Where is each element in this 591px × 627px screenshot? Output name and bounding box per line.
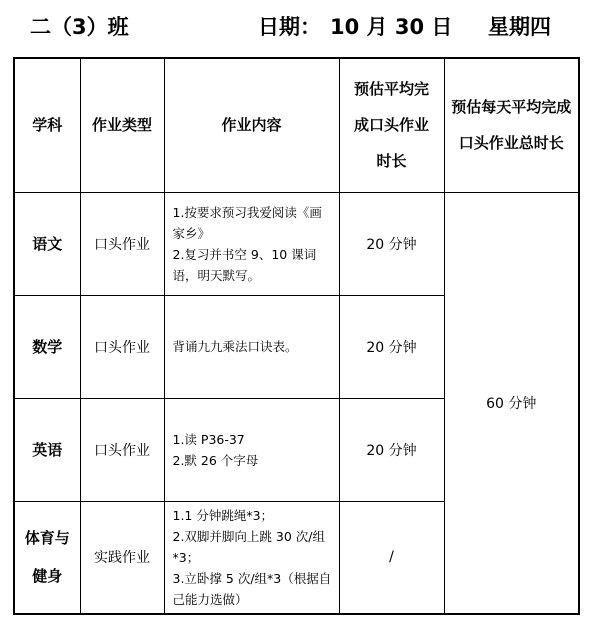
content-cell xyxy=(164,398,339,501)
content-line: 2.双脚并脚向上跳 30 次/组*3； xyxy=(172,528,325,565)
duration-cell: / xyxy=(339,501,444,614)
content-line: 1.1 分钟跳绳*3； xyxy=(172,507,274,523)
subject-cell: 数学 xyxy=(14,295,80,398)
subject-cell: 体育与 健身 xyxy=(14,501,80,614)
column-header-avg-duration: 预估平均完 成口头作业 时长 xyxy=(339,58,444,192)
type-cell: 口头作业 xyxy=(80,398,164,501)
daily-total-cell: 60 分钟 xyxy=(444,192,579,614)
content-line: 背诵九九乘法口诀表。 xyxy=(172,339,298,354)
date-value: 10 月 30 日 xyxy=(330,15,453,39)
weekday: 星期四 xyxy=(488,15,551,39)
content-line: 1.读 P36-37 xyxy=(172,431,245,447)
subject-cell: 语文 xyxy=(14,192,80,295)
homework-table xyxy=(13,57,580,615)
duration-cell: 20 分钟 xyxy=(339,192,444,295)
class-name: 二（3）班 xyxy=(30,15,129,39)
page-header xyxy=(0,0,591,56)
column-header-subject: 学科 xyxy=(14,58,80,192)
content-cell xyxy=(164,501,339,614)
duration-cell: 20 分钟 xyxy=(339,398,444,501)
content-line: 3.立卧撑 5 次/组*3（根据自己能力选做） xyxy=(172,570,332,607)
content-cell xyxy=(164,295,339,398)
subject-cell: 英语 xyxy=(14,398,80,501)
type-cell: 实践作业 xyxy=(80,501,164,614)
table-row-chinese xyxy=(14,192,579,295)
content-line: 2.复习并书空 9、10 课词语，明天默写。 xyxy=(172,246,317,283)
column-header-daily-total: 预估每天平均完成 口头作业总时长 xyxy=(444,58,579,192)
content-line: 2.默 26 个字母 xyxy=(172,452,259,468)
table-header-row xyxy=(14,58,579,192)
column-header-type: 作业类型 xyxy=(80,58,164,192)
content-cell xyxy=(164,192,339,295)
type-cell: 口头作业 xyxy=(80,295,164,398)
column-header-content: 作业内容 xyxy=(164,58,339,192)
duration-cell: 20 分钟 xyxy=(339,295,444,398)
type-cell: 口头作业 xyxy=(80,192,164,295)
date-label: 日期： xyxy=(258,15,321,39)
content-line: 1.按要求预习我爱阅读《画家乡》 xyxy=(172,204,322,241)
